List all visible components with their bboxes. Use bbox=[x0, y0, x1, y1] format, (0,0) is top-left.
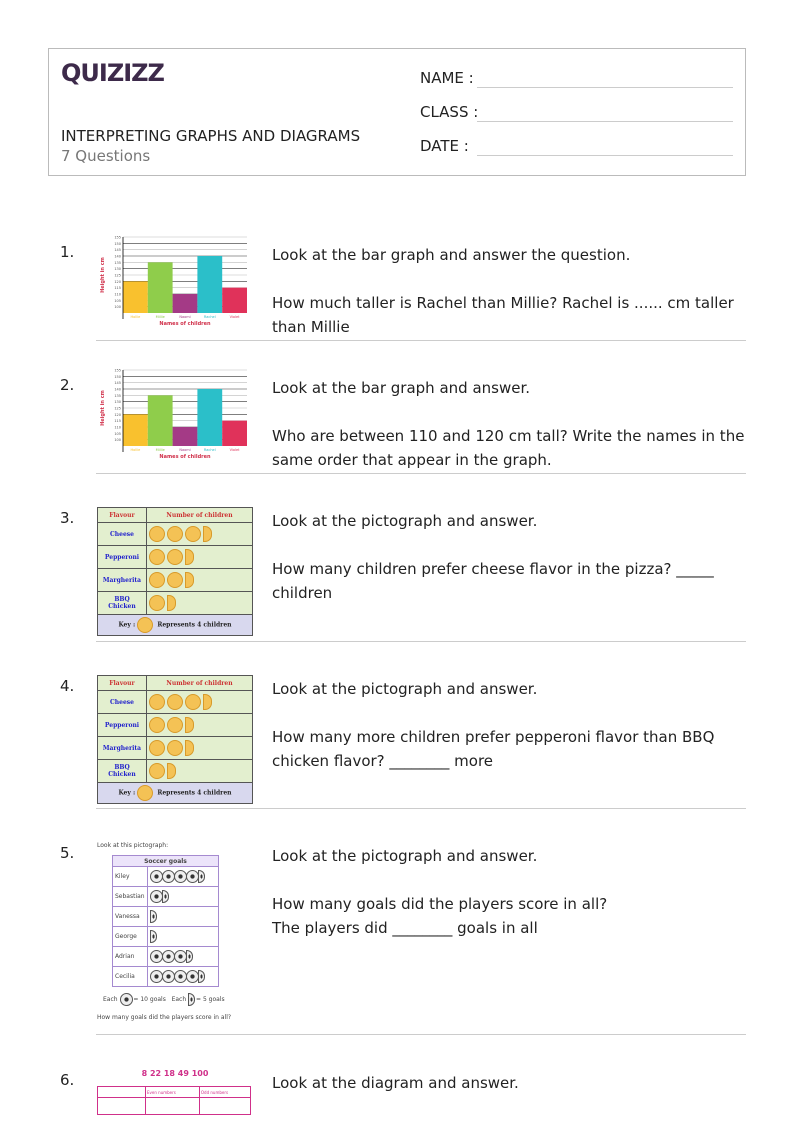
player-name: Cecilia bbox=[113, 967, 148, 987]
pizza-icons bbox=[147, 523, 253, 546]
pizza-icon bbox=[137, 617, 153, 633]
table-row bbox=[98, 523, 253, 546]
soccer-title: Soccer goals bbox=[113, 856, 219, 867]
pizza-icon bbox=[149, 717, 165, 733]
soccer-pictograph bbox=[97, 842, 267, 1021]
partial-pizza-icon bbox=[185, 572, 194, 588]
pizza-icon bbox=[167, 694, 183, 710]
pizza-icon bbox=[185, 526, 201, 542]
bar-graph-image bbox=[97, 233, 249, 333]
x-tick-label: Millie bbox=[155, 448, 165, 452]
bar-rachel bbox=[197, 256, 222, 313]
y-tick-label: 130 bbox=[114, 400, 121, 405]
question-number: 6. bbox=[60, 1071, 75, 1089]
table-row bbox=[113, 887, 219, 907]
column-header: Flavour bbox=[98, 676, 147, 691]
player-name: Kiley bbox=[113, 867, 148, 887]
divider bbox=[96, 1034, 746, 1035]
pictograph-key bbox=[98, 783, 253, 804]
x-axis-label: Names of children bbox=[159, 454, 211, 460]
pizza-icon bbox=[149, 740, 165, 756]
partial-pizza-icon bbox=[203, 694, 212, 710]
diagram-numbers: 8 22 18 49 100 bbox=[141, 1069, 209, 1078]
x-tick-label: Hollie bbox=[130, 315, 141, 319]
table-row bbox=[113, 907, 219, 927]
bar-millie bbox=[148, 395, 173, 446]
flavour-name: BBQ Chicken bbox=[98, 592, 147, 615]
question-instruction: Look at the diagram and answer. bbox=[272, 1074, 519, 1092]
half-soccer-ball-icon bbox=[188, 993, 195, 1006]
goal-icons bbox=[148, 887, 219, 907]
class-line[interactable] bbox=[477, 121, 733, 122]
pizza-icon bbox=[167, 717, 183, 733]
pizza-icon bbox=[167, 572, 183, 588]
pizza-table bbox=[97, 675, 253, 804]
column-header: Number of children bbox=[147, 508, 253, 523]
question-instruction: Look at the pictograph and answer. bbox=[272, 512, 538, 530]
column-header: Odd numbers bbox=[199, 1087, 250, 1098]
goal-icons bbox=[148, 907, 219, 927]
y-tick-label: 110 bbox=[114, 292, 121, 297]
table-row bbox=[113, 947, 219, 967]
y-axis-label: Height in cm bbox=[100, 257, 106, 293]
table-row bbox=[98, 546, 253, 569]
y-tick-label: 140 bbox=[114, 387, 121, 392]
table-row bbox=[98, 714, 253, 737]
question-text: How many more children prefer pepperoni flavor than BBQ chicken flavor? ________ more bbox=[272, 728, 715, 770]
x-tick-label: Naomi bbox=[179, 315, 191, 319]
player-name: Adrian bbox=[113, 947, 148, 967]
question-number: 4. bbox=[60, 677, 75, 695]
table-row bbox=[113, 867, 219, 887]
pizza-icon bbox=[149, 549, 165, 565]
soccer-ball-icon bbox=[120, 993, 133, 1006]
y-tick-label: 135 bbox=[114, 260, 121, 265]
flavour-name: BBQ Chicken bbox=[98, 760, 147, 783]
bar-millie bbox=[148, 262, 173, 313]
pizza-icon bbox=[137, 785, 153, 801]
y-axis-label: Height in cm bbox=[100, 390, 106, 426]
y-tick-label: 120 bbox=[114, 412, 121, 417]
half-soccer-ball-icon bbox=[150, 910, 157, 923]
bar-naomi bbox=[173, 427, 198, 446]
worksheet-header bbox=[48, 48, 746, 176]
half-soccer-ball-icon bbox=[150, 930, 157, 943]
x-tick-label: Hollie bbox=[130, 448, 141, 452]
y-tick-label: 155 bbox=[114, 235, 121, 240]
pizza-icons bbox=[147, 737, 253, 760]
bar-naomi bbox=[173, 294, 198, 313]
name-label: NAME : bbox=[420, 69, 474, 87]
pizza-icon bbox=[167, 740, 183, 756]
y-tick-label: 110 bbox=[114, 425, 121, 430]
y-tick-label: 115 bbox=[114, 419, 121, 424]
y-tick-label: 100 bbox=[114, 305, 121, 310]
class-field[interactable] bbox=[420, 103, 478, 121]
key-label: Each bbox=[171, 996, 187, 1003]
y-tick-label: 145 bbox=[114, 381, 121, 386]
soccer-key bbox=[103, 993, 267, 1006]
number-diagram bbox=[97, 1069, 253, 1115]
key-text: Represents 4 children bbox=[157, 621, 232, 629]
question-number: 1. bbox=[60, 243, 75, 261]
bar-hollie bbox=[123, 414, 148, 446]
pizza-icons bbox=[147, 691, 253, 714]
pizza-icon bbox=[185, 694, 201, 710]
date-line[interactable] bbox=[477, 155, 733, 156]
x-tick-label: Millie bbox=[155, 315, 165, 319]
pizza-table bbox=[97, 507, 253, 636]
y-tick-label: 140 bbox=[114, 254, 121, 259]
question-instruction: Look at the bar graph and answer. bbox=[272, 379, 531, 397]
pizza-icon bbox=[167, 549, 183, 565]
pizza-icon bbox=[167, 526, 183, 542]
pizza-icon bbox=[149, 595, 165, 611]
goal-icons bbox=[148, 947, 219, 967]
table-row bbox=[113, 967, 219, 987]
pizza-icon bbox=[149, 694, 165, 710]
partial-pizza-icon bbox=[185, 549, 194, 565]
key-text: Represents 4 children bbox=[157, 789, 232, 797]
name-field[interactable] bbox=[420, 69, 474, 87]
date-label: DATE : bbox=[420, 137, 469, 155]
question-text: How much taller is Rachel than Millie? Rachel is ...... cm taller than Millie bbox=[272, 294, 734, 336]
question-number: 5. bbox=[60, 844, 75, 862]
y-tick-label: 125 bbox=[114, 273, 121, 278]
column-header: Flavour bbox=[98, 508, 147, 523]
question-number: 2. bbox=[60, 376, 75, 394]
goal-icons bbox=[148, 967, 219, 987]
bar-violet bbox=[222, 288, 247, 313]
y-tick-label: 155 bbox=[114, 368, 121, 373]
flavour-name: Pepperoni bbox=[98, 714, 147, 737]
flavour-name: Margherita bbox=[98, 569, 147, 592]
y-tick-label: 135 bbox=[114, 393, 121, 398]
pizza-icons bbox=[147, 760, 253, 783]
bar-violet bbox=[222, 421, 247, 446]
date-field[interactable] bbox=[420, 137, 469, 155]
bar-graph-image bbox=[97, 366, 249, 466]
partial-pizza-icon bbox=[185, 740, 194, 756]
question-count: 7 Questions bbox=[61, 147, 151, 165]
table-row bbox=[98, 760, 253, 783]
pizza-icons bbox=[147, 569, 253, 592]
half-soccer-ball-icon bbox=[198, 870, 205, 883]
divider bbox=[96, 473, 746, 474]
pizza-pictograph bbox=[97, 675, 253, 804]
diagram-table bbox=[97, 1086, 251, 1115]
key-label: Key : bbox=[118, 789, 136, 797]
half-soccer-ball-icon bbox=[162, 890, 169, 903]
flavour-name: Pepperoni bbox=[98, 546, 147, 569]
divider bbox=[96, 641, 746, 642]
table-row bbox=[98, 592, 253, 615]
question-instruction: Look at the pictograph and answer. bbox=[272, 680, 538, 698]
question-instruction: Look at the pictograph and answer. bbox=[272, 847, 538, 865]
y-tick-label: 100 bbox=[114, 438, 121, 443]
table-row bbox=[98, 569, 253, 592]
goal-icons bbox=[148, 867, 219, 887]
y-tick-label: 145 bbox=[114, 248, 121, 253]
flavour-name: Cheese bbox=[98, 523, 147, 546]
y-tick-label: 130 bbox=[114, 267, 121, 272]
x-tick-label: Naomi bbox=[179, 448, 191, 452]
bar-rachel bbox=[197, 389, 222, 446]
divider bbox=[96, 340, 746, 341]
y-tick-label: 150 bbox=[114, 241, 121, 246]
bar-graph bbox=[97, 233, 249, 329]
question-text-2: The players did ________ goals in all bbox=[272, 919, 538, 937]
key-label: Key : bbox=[118, 621, 136, 629]
bar-graph bbox=[97, 366, 249, 462]
pictograph-intro: Look at this pictograph: bbox=[97, 842, 169, 849]
half-soccer-ball-icon bbox=[186, 950, 193, 963]
y-tick-label: 105 bbox=[114, 431, 121, 436]
question-text: Who are between 110 and 120 cm tall? Write the names in the same order that appear in the graph. bbox=[272, 427, 745, 469]
class-label: CLASS : bbox=[420, 103, 479, 121]
pizza-pictograph bbox=[97, 507, 253, 636]
key-value: = 10 goals bbox=[133, 996, 166, 1003]
goal-icons bbox=[148, 927, 219, 947]
question-text: How many children prefer cheese flavor in the pizza? _____ children bbox=[272, 560, 714, 602]
x-axis-label: Names of children bbox=[159, 321, 211, 327]
table-row bbox=[113, 927, 219, 947]
question-text: How many goals did the players score in all? bbox=[272, 895, 608, 913]
y-tick-label: 125 bbox=[114, 406, 121, 411]
pictograph-question: How many goals did the players score in all? bbox=[97, 1014, 232, 1021]
question-number: 3. bbox=[60, 509, 75, 527]
player-name: Sebastian bbox=[113, 887, 148, 907]
partial-pizza-icon bbox=[167, 763, 176, 779]
pizza-icons bbox=[147, 592, 253, 615]
flavour-name: Margherita bbox=[98, 737, 147, 760]
quizizz-logo: QUIZIZZ bbox=[61, 59, 164, 87]
x-tick-label: Rachel bbox=[203, 315, 216, 319]
name-line[interactable] bbox=[477, 87, 733, 88]
soccer-table bbox=[112, 855, 219, 987]
x-tick-label: Violet bbox=[229, 315, 240, 319]
pizza-icons bbox=[147, 714, 253, 737]
pictograph-key bbox=[98, 615, 253, 636]
divider bbox=[96, 808, 746, 809]
pizza-icon bbox=[149, 572, 165, 588]
partial-pizza-icon bbox=[167, 595, 176, 611]
worksheet-title: INTERPRETING GRAPHS AND DIAGRAMS bbox=[61, 127, 361, 145]
half-soccer-ball-icon bbox=[198, 970, 205, 983]
x-tick-label: Violet bbox=[229, 448, 240, 452]
table-row bbox=[98, 691, 253, 714]
table-row bbox=[98, 737, 253, 760]
partial-pizza-icon bbox=[203, 526, 212, 542]
pizza-icons bbox=[147, 546, 253, 569]
player-name: Vanessa bbox=[113, 907, 148, 927]
x-tick-label: Rachel bbox=[203, 448, 216, 452]
column-header: Even numbers bbox=[146, 1087, 200, 1098]
y-tick-label: 120 bbox=[114, 279, 121, 284]
bar-hollie bbox=[123, 281, 148, 313]
column-header: Number of children bbox=[147, 676, 253, 691]
pizza-icon bbox=[149, 763, 165, 779]
question-instruction: Look at the bar graph and answer the question. bbox=[272, 246, 631, 264]
flavour-name: Cheese bbox=[98, 691, 147, 714]
y-tick-label: 150 bbox=[114, 374, 121, 379]
pizza-icon bbox=[149, 526, 165, 542]
y-tick-label: 115 bbox=[114, 286, 121, 291]
key-value: = 5 goals bbox=[196, 996, 225, 1003]
y-tick-label: 105 bbox=[114, 298, 121, 303]
key-label: Each bbox=[103, 996, 118, 1003]
partial-pizza-icon bbox=[185, 717, 194, 733]
player-name: George bbox=[113, 927, 148, 947]
